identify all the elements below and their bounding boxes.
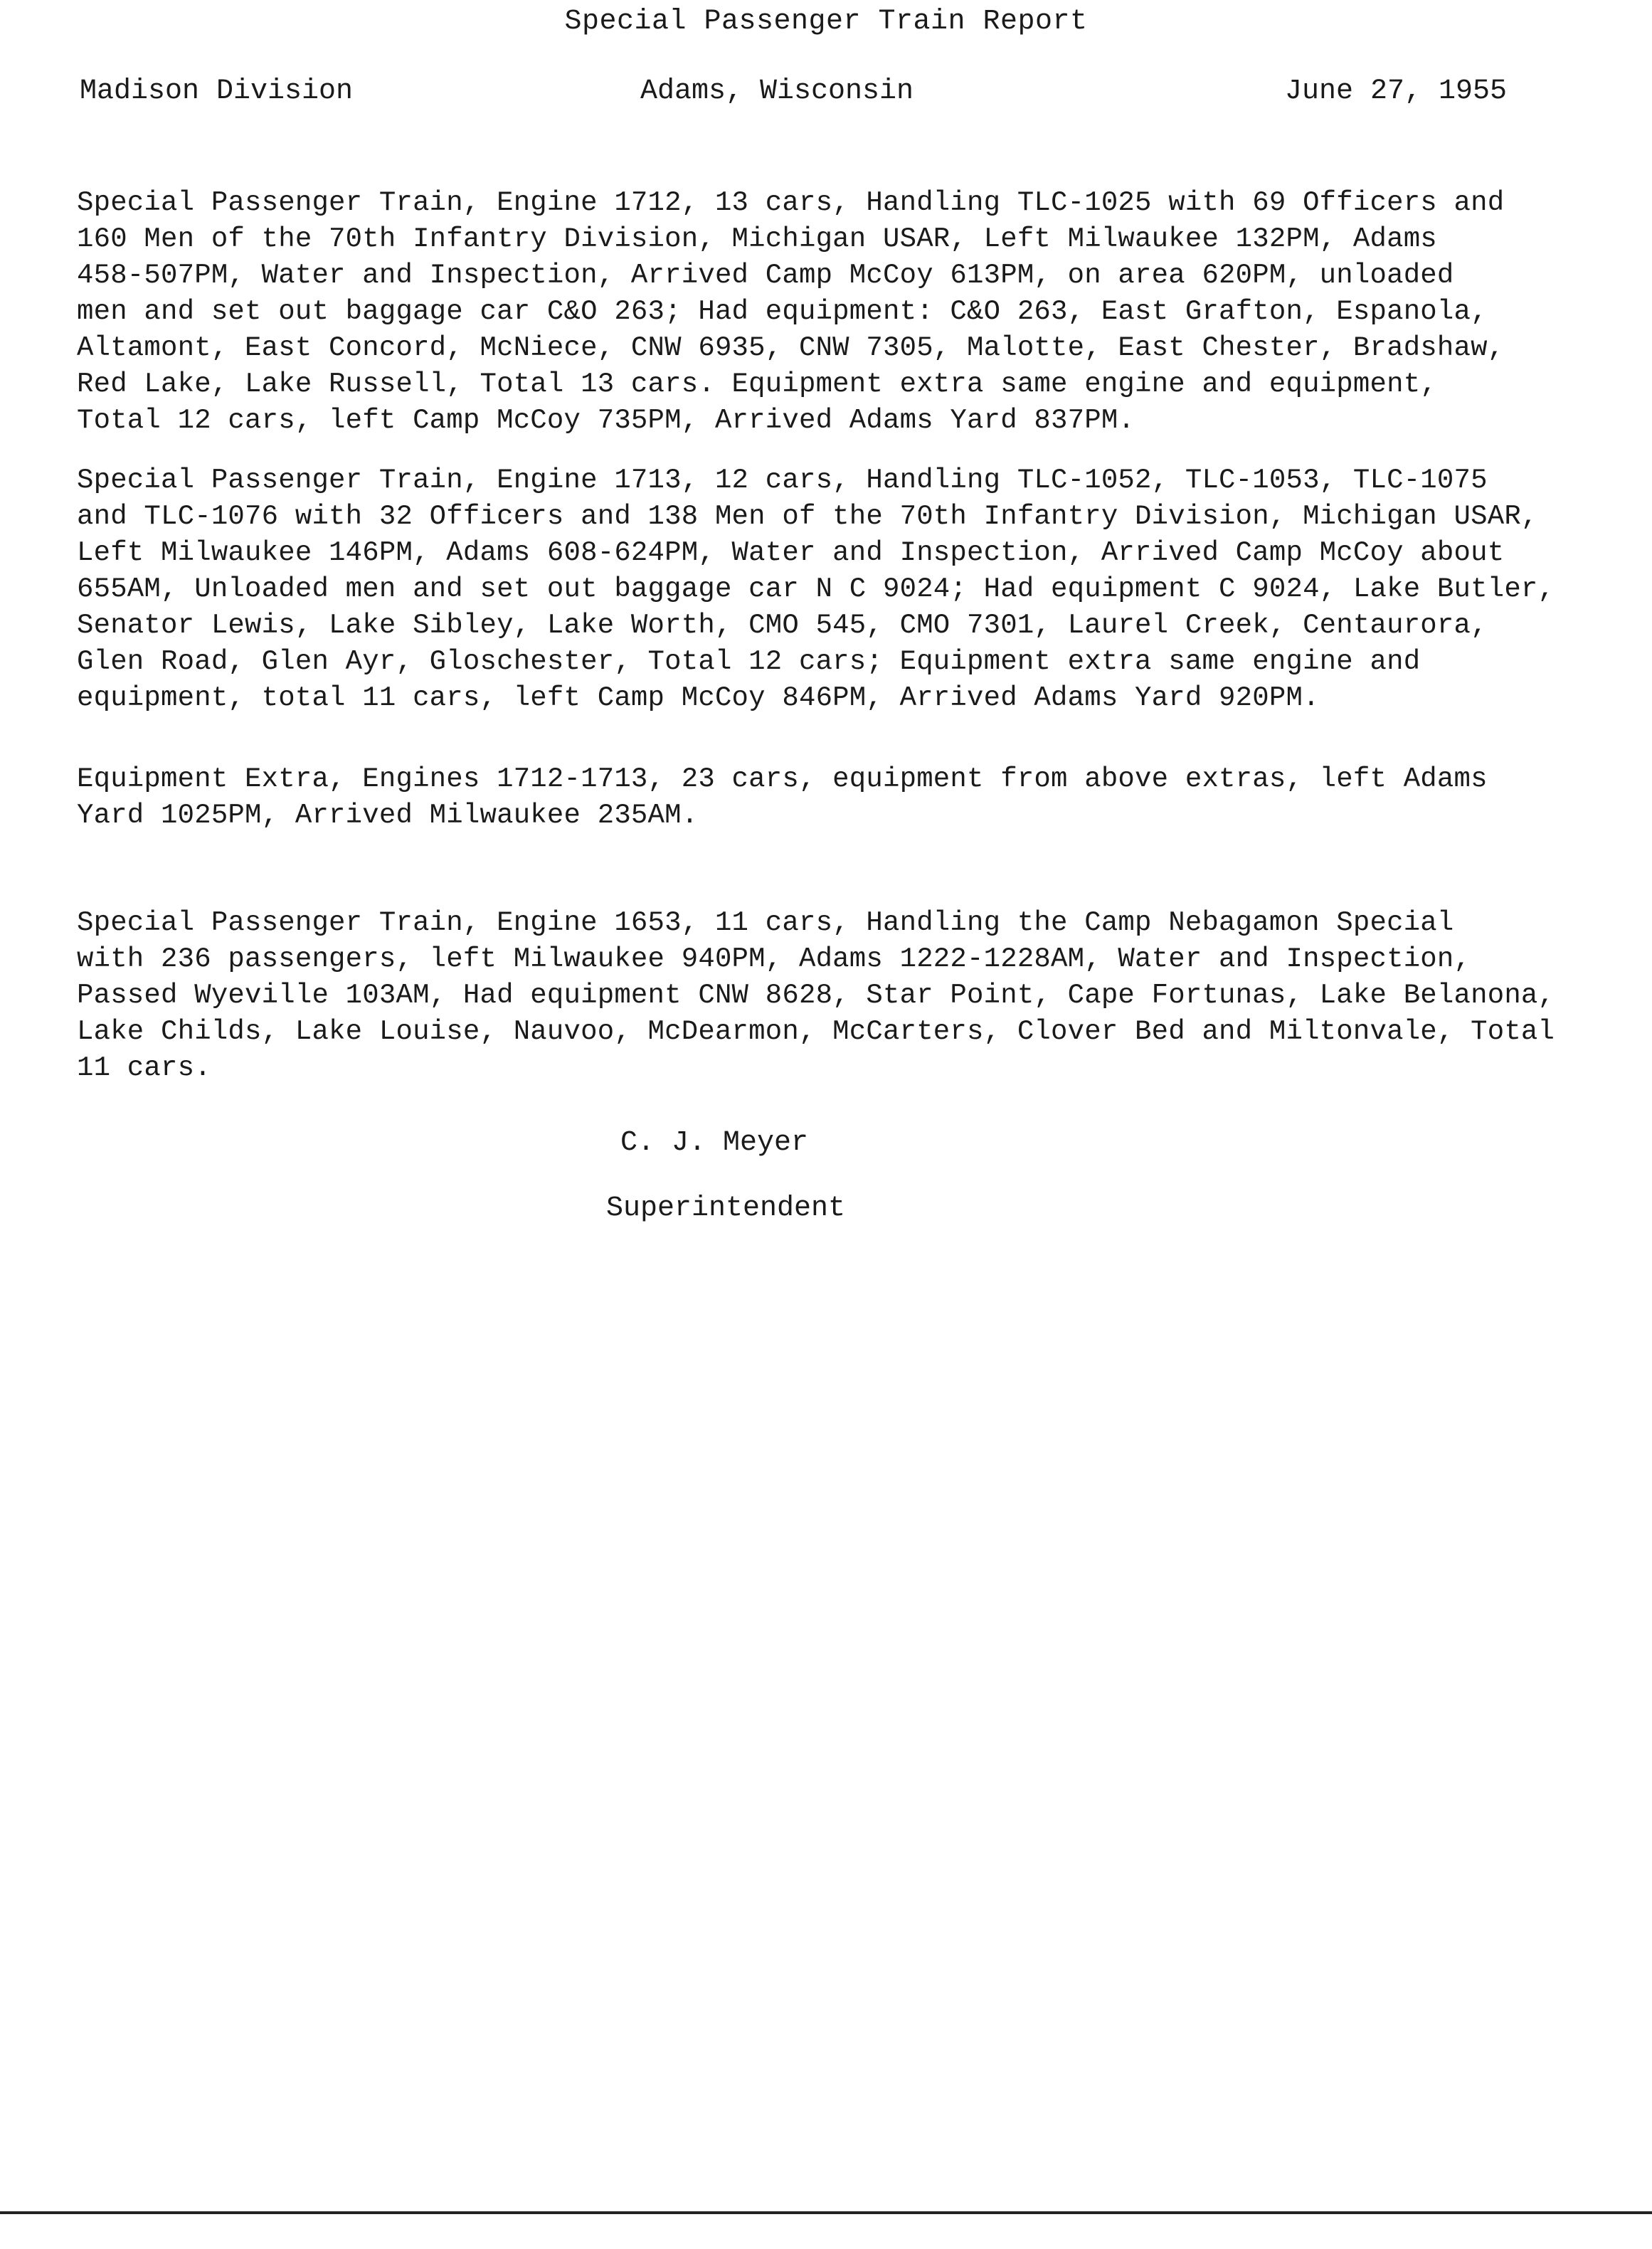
page-bottom-edge [0, 2211, 1652, 2214]
signature-name: C. J. Meyer [620, 1127, 809, 1159]
train-report-paragraph-3: Equipment Extra, Engines 1712-1713, 23 cars, equipment from above extras, left Adams Yard 1025PM, Arrived Milwaukee 235AM. [77, 763, 1488, 831]
train-report-paragraph-1: Special Passenger Train, Engine 1712, 13 cars, Handling TLC-1025 with 69 Officers and 160 Men of the 70th Infantry Division, Michigan USAR, Left Milwaukee 132PM, Adams 458-507PM, Water and Inspection, Arrived Camp McCoy 613PM, on area 620PM, unloaded men and set out baggage car C&O 263; Had equipment: C&O 263, East Grafton, Espanola, Altamont, East Concord, McNiece, CNW 6935, CNW 7305, Malotte, East Chester, Bradshaw, Red Lake, Lake Russell, Total 13 cars. Equipment extra same engine and equipment, Total 12 cars, left Camp McCoy 735PM, Arrived Adams Yard 837PM. [77, 187, 1505, 436]
train-report-paragraph-4: Special Passenger Train, Engine 1653, 11 cars, Handling the Camp Nebagamon Special with 236 passengers, left Milwaukee 940PM, Adams 1222-1228AM, Water and Inspection, Passed Wyeville 103AM, Had equipment CNW 8628, Star Point, Cape Fortunas, Lake Belanona, Lake Childs, Lake Louise, Nauvoo, McDearmon, McCarters, Clover Bed and Miltonvale, Total 11 cars. [77, 907, 1555, 1084]
report-title: Special Passenger Train Report [564, 6, 1088, 38]
report-date: June 27, 1955 [1285, 75, 1508, 107]
location: Adams, Wisconsin [640, 75, 914, 107]
signature-title: Superintendent [606, 1192, 846, 1224]
train-report-paragraph-2: Special Passenger Train, Engine 1713, 12 cars, Handling TLC-1052, TLC-1053, TLC-1075 and TLC-1076 with 32 Officers and 138 Men of the 70th Infantry Division, Michigan USAR, Left Milwaukee 146PM, Adams 608-624PM, Water and Inspection, Arrived Camp McCoy about 655AM, Unloaded men and set out baggage car N C 9024; Had equipment C 9024, Lake Butler, Senator Lewis, Lake Sibley, Lake Worth, CMO 545, CMO 7301, Laurel Creek, Centaurora, Glen Road, Glen Ayr, Gloschester, Total 12 cars; Equipment extra same engine and equipment, total 11 cars, left Camp McCoy 846PM, Arrived Adams Yard 920PM. [77, 465, 1555, 714]
report-header [0, 75, 1652, 114]
division-name: Madison Division [80, 75, 354, 107]
